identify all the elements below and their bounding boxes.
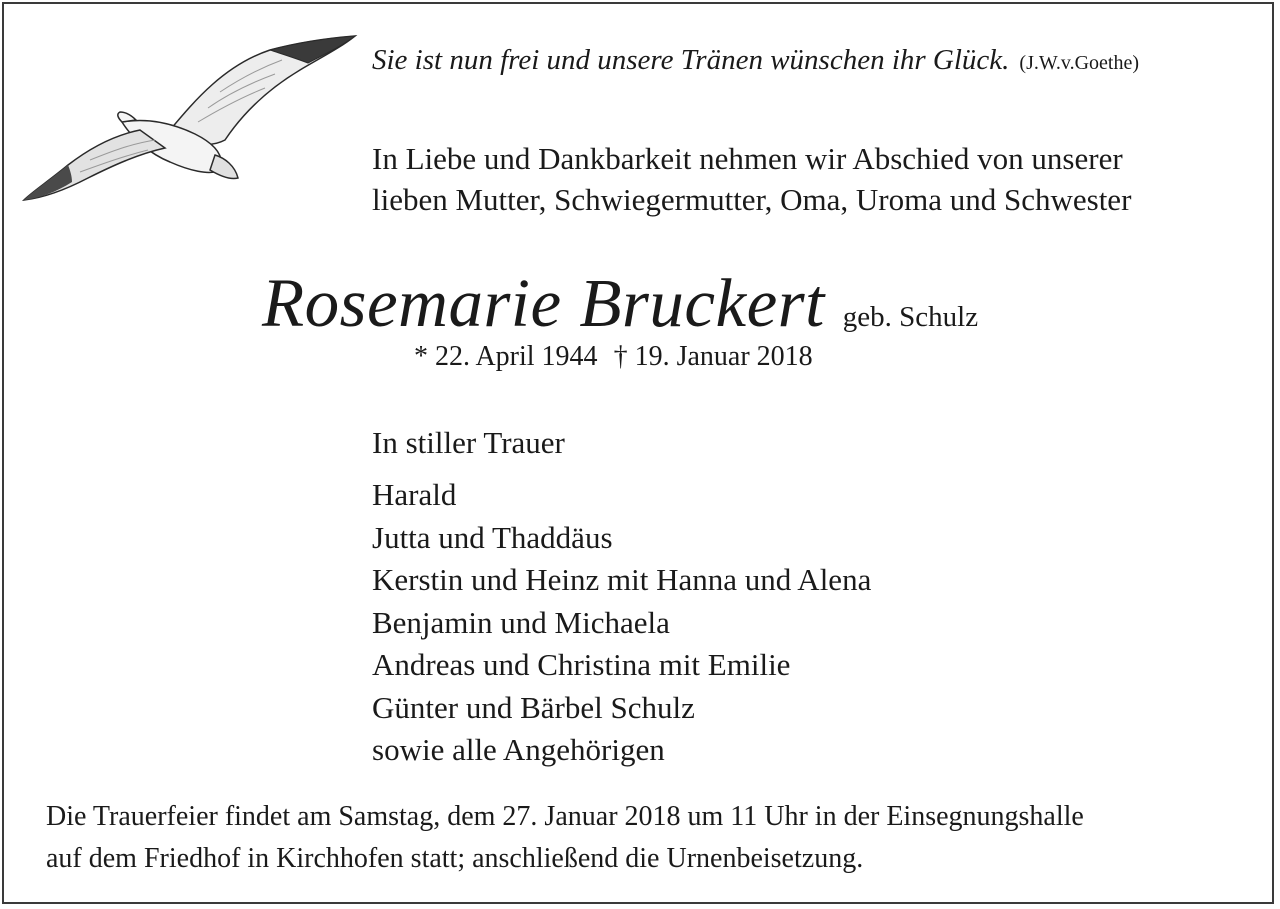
- mourning-heading: In stiller Trauer: [372, 425, 565, 460]
- mourner-item: sowie alle Angehörigen: [372, 732, 665, 767]
- intro-line: In Liebe und Dankbarkeit nehmen wir Abschied von unserer: [372, 141, 1123, 176]
- ceremony-line: auf dem Friedhof in Kirchhofen statt; anschließend die Urnenbeisetzung.: [46, 843, 864, 874]
- mourner-item: Jutta und Thaddäus: [372, 519, 613, 555]
- deceased-name-line: [262, 264, 978, 343]
- maiden-name: geb. Schulz: [842, 301, 979, 333]
- death-date: † 19. Januar 2018: [613, 341, 813, 372]
- deceased-name: Rosemarie Bruckert: [262, 265, 825, 341]
- intro-line: lieben Mutter, Schwiegermutter, Oma, Uroma und Schwester: [372, 182, 1132, 217]
- quote-author: (J.W.v.Goethe): [1019, 52, 1140, 74]
- farewell-intro: [372, 138, 1131, 220]
- quote-text: Sie ist nun frei und unsere Tränen wünschen ihr Glück.: [372, 44, 1010, 76]
- ceremony-info: [46, 796, 1084, 880]
- seagull-icon: [20, 30, 360, 205]
- mourner-item: Günter und Bärbel Schulz: [372, 689, 695, 725]
- quote: [372, 44, 1139, 77]
- ceremony-line: Die Trauerfeier findet am Samstag, dem 27. Januar 2018 um 11 Uhr in der Einsegnungshalle: [46, 801, 1084, 832]
- birth-date: * 22. April 1944: [414, 341, 598, 372]
- mourner-item: Harald: [372, 477, 457, 512]
- mourner-item: Kerstin und Heinz mit Hanna und Alena: [372, 562, 872, 597]
- mourner-item: Andreas und Christina mit Emilie: [372, 647, 791, 682]
- mourners-list: [372, 474, 871, 772]
- mourner-item: Benjamin und Michaela: [372, 604, 670, 640]
- life-dates: [414, 341, 813, 373]
